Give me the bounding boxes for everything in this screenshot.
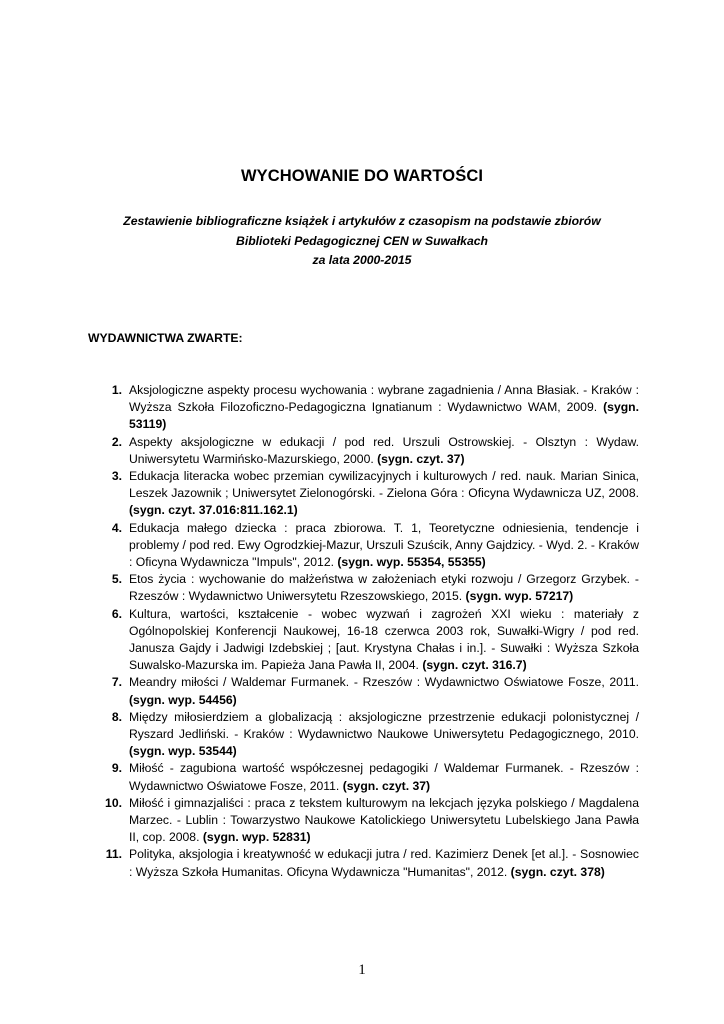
page-number: 1 <box>358 962 366 978</box>
subtitle-line: Zestawienie bibliograficzne książek i artykułów z czasopism na podstawie zbiorów <box>123 214 601 228</box>
bibliography-entry <box>0 674 639 708</box>
entry-number: 7. <box>111 675 122 690</box>
entry-text: Kultura, wartości, kształcenie - wobec wyzwań i zagrożeń XXI wieku : materiały z Ogólnopolskiej Konferencji Naukowej, 16-18 czerwca 2003 rok, Suwałki-Wigry / pod red. Janusza Gajdy i Jadwigi Izdebskiej ; [aut. Krystyna Chałas i in.]. - Suwałki : Wyższa Szkoła Suwalsko-Mazurska im. Papieża Jana Pawła II, 2004. <box>129 606 639 673</box>
entry-signature: (sygn. czyt. 37) <box>377 451 465 466</box>
entry-number: 3. <box>111 469 122 484</box>
section-heading: WYDAWNICTWA ZWARTE: <box>88 331 243 345</box>
bibliography-entry <box>0 709 639 761</box>
entry-number: 2. <box>111 434 122 449</box>
document-subtitle <box>0 212 724 271</box>
entry-text: Polityka, aksjologia i kreatywność w edukacji jutra / red. Kazimierz Denek [et al.]. - Sosnowiec : Wyższa Szkoła Humanitas. Oficyna Wydawnicza "Humanitas", 2012. <box>129 847 639 879</box>
bibliography-entry <box>0 434 639 468</box>
subtitle-line: za lata 2000-2015 <box>312 253 412 268</box>
entry-signature: (sygn. czyt. 37.016:811.162.1) <box>129 503 298 518</box>
entry-signature: (sygn. czyt. 37) <box>342 778 431 793</box>
bibliography-entry <box>0 468 639 520</box>
bibliography-list <box>0 382 724 881</box>
entry-signature: (sygn. wyp. 55354, 55355) <box>337 555 486 570</box>
entry-signature: (sygn. wyp. 52831) <box>202 830 311 845</box>
entry-text: Meandry miłości / Waldemar Furmanek. - Rzeszów : Wydawnictwo Oświatowe Fosze, 2011. <box>129 675 639 690</box>
entry-signature: (sygn. 53119) <box>129 400 639 432</box>
entry-signature: (sygn. wyp. 53544) <box>129 744 237 759</box>
entry-number: 4. <box>111 520 122 535</box>
entry-text: Aspekty aksjologiczne w edukacji / pod red. Urszuli Ostrowskiej. - Olsztyn : Wydaw. Uniwersytetu Warmińsko-Mazurskiego, 2000. <box>129 434 639 466</box>
entry-number: 6. <box>111 606 122 621</box>
entry-signature: (sygn. wyp. 57217) <box>465 589 574 604</box>
subtitle-line: Biblioteki Pedagogicznej CEN w Suwałkach <box>236 233 488 248</box>
bibliography-entry <box>0 846 639 880</box>
bibliography-entry <box>0 382 639 434</box>
document-title: WYCHOWANIE DO WARTOŚCI <box>240 167 484 185</box>
entry-text: Miłość i gimnazjaliści : praca z tekstem kulturowym na lekcjach języka polskiego / Magdalena Marzec. - Lublin : Towarzystwo Naukowe Katolickiego Uniwersytetu Lubelskiego Jana Pawła II, cop. 2008. <box>129 795 639 845</box>
entry-text: Etos życia : wychowanie do małżeństwa w założeniach etyki rozwoju / Grzegorz Grzybek. - Rzeszów : Wydawnictwo Uniwersytetu Rzeszowskiego, 2015. <box>129 572 639 604</box>
entry-number: 11. <box>105 847 122 862</box>
bibliography-entry <box>0 795 639 847</box>
entry-signature: (sygn. wyp. 54456) <box>129 692 237 707</box>
entry-number: 1. <box>111 383 122 397</box>
entry-number: 5. <box>111 572 122 587</box>
entry-number: 8. <box>111 709 122 724</box>
bibliography-entry <box>0 606 639 675</box>
entry-text: Edukacja literacka wobec przemian cywilizacyjnych i kulturowych / red. nauk. Marian Sinica, Leszek Jazownik ; Uniwersytet Zielonogórski. - Zielona Góra : Oficyna Wydawnicza UZ, 2008. <box>129 469 639 501</box>
entry-signature: (sygn. czyt. 316.7) <box>422 658 527 673</box>
entry-signature: (sygn. czyt. 378) <box>510 864 605 879</box>
bibliography-entry <box>0 520 639 572</box>
entry-number: 9. <box>111 761 122 776</box>
entry-number: 10. <box>105 795 122 810</box>
entry-text: Aksjologiczne aspekty procesu wychowania : wybrane zagadnienia / Anna Błasiak. - Kraków : Wyższa Szkoła Filozoficzno-Pedagogiczna Ignatianum : Wydawnictwo WAM, 2009. <box>129 383 639 415</box>
entry-text: Miłość - zagubiona wartość współczesnej pedagogiki / Waldemar Furmanek. - Rzeszów : Wydawnictwo Oświatowe Fosze, 2011. <box>129 761 639 793</box>
entry-text: Między miłosierdziem a globalizacją : aksjologiczne przestrzenie edukacji polonistycznej / Ryszard Jedliński. - Kraków : Wydawnictwo Naukowe Uniwersytetu Pedagogicznego, 2010. <box>129 709 639 742</box>
bibliography-entry <box>0 760 639 794</box>
bibliography-entry <box>0 571 639 605</box>
entry-text: Edukacja małego dziecka : praca zbiorowa. T. 1, Teoretyczne odniesienia, tendencje i problemy / pod red. Ewy Ogrodzkiej-Mazur, Urszuli Szuścik, Anny Gajdzicy. - Wyd. 2. - Kraków : Oficyna Wydawnicza "Impuls", 2012. <box>129 520 639 570</box>
